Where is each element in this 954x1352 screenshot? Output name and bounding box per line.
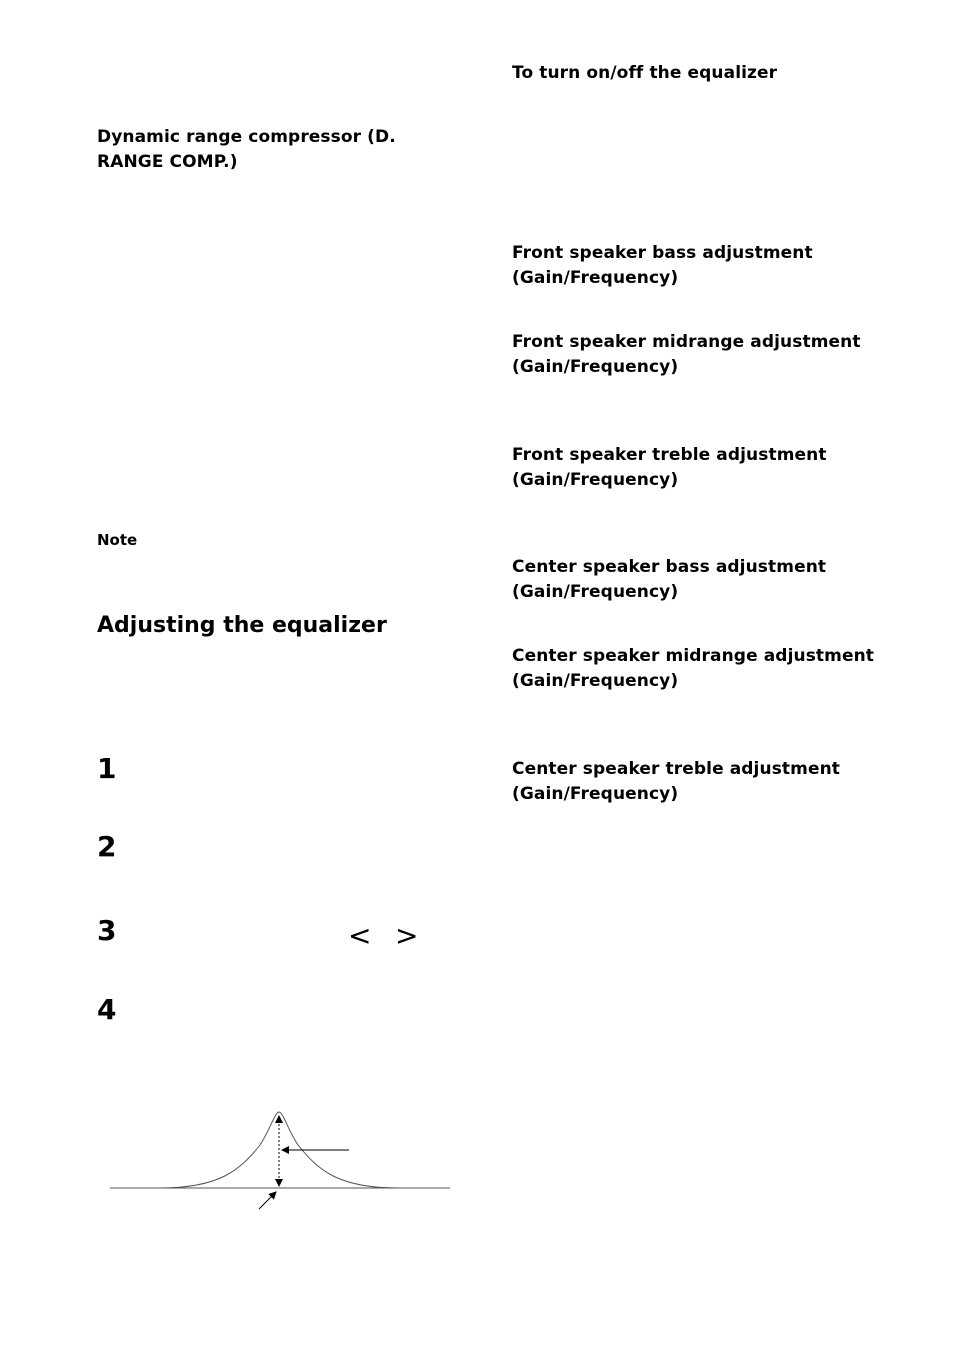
chevron-right-icon: >	[395, 919, 419, 952]
front-bass-heading	[512, 241, 813, 291]
center-midrange-title: Center speaker midrange adjustment	[512, 646, 875, 666]
center-bass-subtitle: (Gain/Frequency)	[512, 582, 679, 602]
front-bass-title: Front speaker bass adjustment	[512, 243, 813, 263]
chevron-left-icon: <	[348, 919, 372, 952]
center-midrange-subtitle: (Gain/Frequency)	[512, 671, 679, 691]
center-bass-title: Center speaker bass adjustment	[512, 557, 827, 577]
drc-heading-line-1: Dynamic range compressor (D.	[97, 127, 396, 147]
front-midrange-title: Front speaker midrange adjustment	[512, 332, 861, 352]
center-treble-title: Center speaker treble adjustment	[512, 759, 841, 779]
drc-heading	[97, 125, 396, 175]
step-number-3: 3	[97, 914, 117, 947]
section-title: Adjusting the equalizer	[97, 613, 387, 638]
front-midrange-heading	[512, 330, 861, 380]
drc-heading-line-2: RANGE COMP.)	[97, 152, 238, 172]
front-treble-subtitle: (Gain/Frequency)	[512, 470, 679, 490]
frequency-pointer-arrow	[259, 1192, 276, 1209]
equalizer-curve-diagram	[100, 1100, 460, 1220]
front-midrange-subtitle: (Gain/Frequency)	[512, 357, 679, 377]
step-number-2: 2	[97, 830, 117, 863]
center-treble-subtitle: (Gain/Frequency)	[512, 784, 679, 804]
front-bass-subtitle: (Gain/Frequency)	[512, 268, 679, 288]
step-number-4: 4	[97, 993, 117, 1026]
front-treble-title: Front speaker treble adjustment	[512, 445, 827, 465]
step-number-1: 1	[97, 752, 117, 785]
note-label: Note	[97, 531, 138, 549]
toggle-equalizer-heading: To turn on/off the equalizer	[512, 63, 778, 83]
center-treble-heading	[512, 757, 840, 807]
front-treble-heading	[512, 443, 827, 493]
center-midrange-heading	[512, 644, 874, 694]
center-bass-heading	[512, 555, 826, 605]
